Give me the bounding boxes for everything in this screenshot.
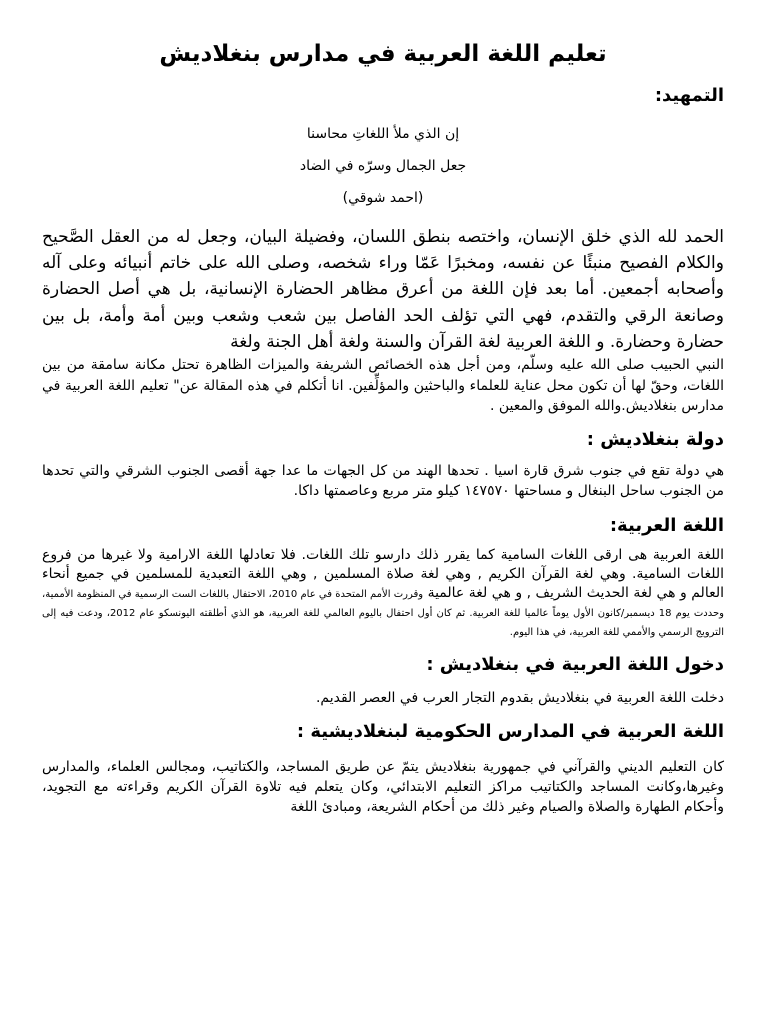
section-arrival — [42, 651, 724, 708]
section-arabic-language — [42, 512, 724, 641]
un-footnote: وقررت الأمم المتحدة في عام 2010، الاحتفال باللغات الست الرسمية في المنظومة الأممية، وحددت يوم 18 ديسمبر/كانون الأول يوماً عالميا للغة العربية. ثم كان أول احتفال باليوم العالمي للغة العربية، هو الذي أطلقته اليونسكو عام 2012، ودعت فيه إلى الترويج الرسمي والأممي للغة العربية، في هذا اليوم. — [42, 589, 725, 638]
section-body: دخلت اللغة العربية في بنغلاديش بقدوم التجار العرب في العصر القديم. — [315, 689, 724, 706]
intro-paragraph: الحمد لله الذي خلق الإنسان، واختصه بنطق اللسان، وفضيلة البيان، وجعل له من العقل الصَّحيح والكلام الفصيح منبئًا عن نفسه، ومخبرًا عَمّا وراء شخصه، وصلى الله على خاتم أنبيائه وعلى آله وأصحابه أجمعين. أما بعد فإن اللغة من أعرق مظاهر الحضارة الإنسانية، بل هي أصل الحضارة وصانعة الرقي والتقدم، فهي التي تؤلف الحد الفاصل بين شعب وشعب وبين أمة وأمة، بل بين حضارة وحضارة. و اللغة العربية لغة القرآن والسنة ولغة أهل الجنة ولغة — [42, 226, 724, 352]
section-heading: دولة بنغلاديش : — [586, 429, 724, 451]
section-body — [42, 546, 724, 640]
section-heading: اللغة العربية في المدارس الحكومية لبنغلاديشية : — [296, 720, 724, 742]
poem-block — [42, 125, 724, 208]
document-page — [42, 38, 724, 818]
section-heading: اللغة العربية: — [609, 514, 724, 536]
section-body: كان التعليم الديني والقرآني في جمهورية بنغلاديش يتمّ عن طريق المساجد، والكتاتيب، ومجالس العلماء، والمدارس وغيرها،وكانت المساجد والكتاتيب مراكز التعليم الابتدائي، وكان يتعلم فيه تلاوة القرآن الكريم وقراءته مع التجويد، وأحكام الطهارة والصلاة والصيام وغير ذلك من أحكام الشريعة، ومبادئ اللغة — [42, 758, 724, 816]
poem-line: جعل الجمال وسرّه في الضاد — [299, 158, 467, 175]
intro-heading: التمهيد: — [654, 85, 724, 107]
section-bangladesh — [42, 426, 724, 501]
intro-paragraph-continued: النبي الحبيب صلى الله عليه وسلّم، ومن أجل هذه الخصائص الشريفة والميزات الظاهرة تحتل مكانة سامقة من بين اللغات، وحقّ لها أن تكون محل عناية للعلماء والباحثين والمؤلِّفين. انا أتكلم في هذه المقالة عن" تعليم اللغة العربية في مدارس بنغلاديش.والله الموفق والمعين . — [42, 357, 724, 414]
section-body-text: اللغة العربية هى ارقى اللغات السامية كما يقرر ذلك دارسو تلك اللغات. فلا تعادلها اللغة الارامية ولا غيرها من فروع اللغات السامية. وهي لغة القرآن الكريم , وهي لغة صلاة المسلمين , وهي اللغة التعبدية للمسلمين في جميع أنحاء العالم و هي لغة الحديث الشريف , و هي لغة عالمية — [42, 547, 724, 602]
section-body: هي دولة تقع في جنوب شرق قارة اسيا . تحدها الهند من كل الجهات ما عدا جهة أقصى الجنوب الشرقي والتي تحدها من الجنوب ساحل البنغال و مساحتها ١٤٧٥٧٠ كيلو متر مربع وعاصمتها داكا. — [42, 462, 724, 500]
section-heading: دخول اللغة العربية في بنغلاديش : — [426, 653, 724, 675]
section-government-schools — [42, 718, 724, 818]
document-title: تعليم اللغة العربية في مدارس بنغلاديش — [159, 41, 607, 67]
poem-line: إن الذي ملأ اللغاتِ محاسنا — [306, 125, 460, 142]
poem-attribution: (احمد شوقي) — [342, 190, 424, 207]
